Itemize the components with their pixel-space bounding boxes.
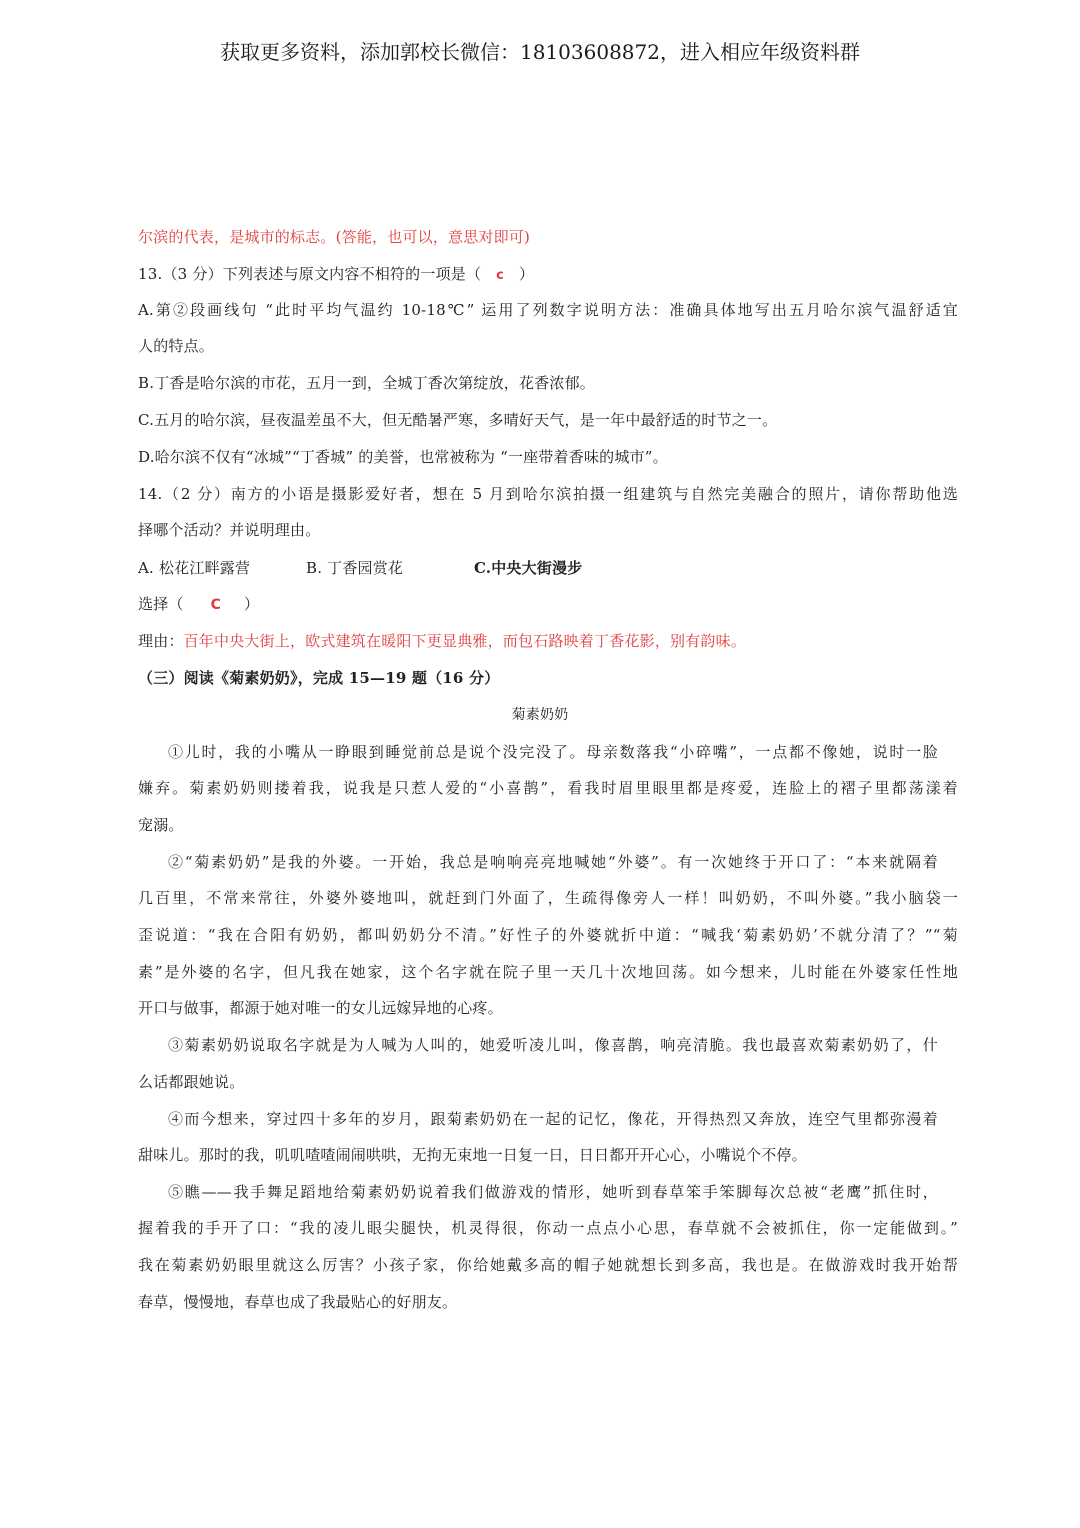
question-14-choice xyxy=(138,593,958,614)
question-13-option-c: C.五月的哈尔滨，昼夜温差虽不大，但无酷暑严寒，多晴好天气，是一年中最舒适的时节之一。 xyxy=(138,411,778,429)
passage-p5-line3: 我在菊素奶奶眼里就这么厉害？小孩子家，你给她戴多高的帽子她就想长到多高，我也是。在做游戏时我开始帮 xyxy=(138,1256,958,1274)
passage-p2-line5: 开口与做事，都源于她对唯一的女儿远嫁异地的心疼。 xyxy=(138,999,503,1017)
question-13-option-d: D.哈尔滨不仅有“冰城”“丁香城” 的美誉，也常被称为 “一座带着香味的城市”。 xyxy=(138,448,668,466)
passage-p2-line4: 素”是外婆的名字，但凡我在她家，这个名字就在院子里一天几十次地回荡。如今想来，儿时能在外婆家任性地 xyxy=(138,963,958,981)
question-13-stem xyxy=(138,263,958,284)
question-14-choice-label: 选择（ xyxy=(138,595,184,613)
question-14-choice-close: ） xyxy=(244,595,260,613)
question-14-option-c: C.中央大街漫步 xyxy=(473,559,583,577)
question-14-reason-label: 理由： xyxy=(138,632,184,650)
question-14-choice-answer: C xyxy=(210,597,222,613)
passage-p1-line3: 宠溺。 xyxy=(138,816,184,834)
passage-title: 菊素奶奶 xyxy=(511,707,569,723)
question-13-suffix: ） xyxy=(519,265,535,283)
passage-p2-line2: 几百里，不常来常往，外婆外婆地叫，就赶到门外面了，生疏得像旁人一样！叫奶奶，不叫外婆。”我小脑袋一 xyxy=(138,889,958,907)
question-13-option-a-line1: A.第②段画线句 “此时平均气温约 10-18℃” 运用了列数字说明方法：准确具体地写出五月哈尔滨气温舒适宜 xyxy=(138,301,958,319)
question-14-option-a: A. 松花江畔露营 xyxy=(138,559,251,577)
passage-p4-line2: 甜味儿。那时的我，叽叽喳喳闹闹哄哄，无拘无束地一日复一日，日日都开开心心，小嘴说个不停。 xyxy=(138,1146,807,1164)
passage-p5-line1: ⑤瞧——我手舞足蹈地给菊素奶奶说着我们做游戏的情形，她听到春草笨手笨脚每次总被“老鹰”抓住时， xyxy=(168,1183,938,1201)
passage-p1-line1: ①儿时，我的小嘴从一睁眼到睡觉前总是说个没完没了。母亲数落我“小碎嘴”，一点都不像她，说时一脸 xyxy=(168,743,938,761)
question-14-reason xyxy=(138,630,958,651)
section-3-heading: （三）阅读《菊素奶奶》，完成 15—19 题（16 分） xyxy=(138,669,500,687)
passage-p2-line1: ②“菊素奶奶”是我的外婆。一开始，我总是响响亮亮地喊她“外婆”。有一次她终于开口了：“本来就隔着 xyxy=(168,853,938,871)
question-14-stem-line2: 择哪个活动？并说明理由。 xyxy=(138,521,321,539)
passage-p2-line3: 歪说道：“我在合阳有奶奶，都叫奶奶分不清。”好性子的外婆就折中道：“喊我‘菊素奶奶’不就分清了？”“菊 xyxy=(138,926,958,944)
passage-p3-line2: 么话都跟她说。 xyxy=(138,1073,245,1091)
passage-p1-line2: 嫌弃。菊素奶奶则搂着我，说我是只惹人爱的“小喜鹊”，看我时眉里眼里都是疼爱，连脸上的褶子里都荡漾着 xyxy=(138,779,958,797)
question-14-reason-text: 百年中央大街上，欧式建筑在暖阳下更显典雅，而包石路映着丁香花影，别有韵味。 xyxy=(183,632,747,650)
question-13-option-a-line2: 人的特点。 xyxy=(138,337,215,355)
passage-p5-line4: 春草，慢慢地，春草也成了我最贴心的好朋友。 xyxy=(138,1293,458,1311)
passage-p5-line2: 握着我的手开了口：“我的凌儿眼尖腿快，机灵得很，你动一点点小心思，春草就不会被抓住，你一定能做到。” xyxy=(138,1219,958,1237)
passage-p4-line1: ④而今想来，穿过四十多年的岁月，跟菊素奶奶在一起的记忆，像花，开得热烈又奔放，连空气里都弥漫着 xyxy=(168,1110,938,1128)
previous-answer-tail: 尔滨的代表，是城市的标志。(答能，也可以，意思对即可) xyxy=(138,228,531,246)
question-14-option-b: B. 丁香园赏花 xyxy=(305,559,404,577)
question-13-prefix: 13.（3 分）下列表述与原文内容不相符的一项是（ xyxy=(138,265,482,283)
question-13-option-b: B.丁香是哈尔滨的市花，五月一到，全城丁香次第绽放，花香浓郁。 xyxy=(138,374,595,392)
passage-p3-line1: ③菊素奶奶说取名字就是为人喊为人叫的，她爱听凌儿叫，像喜鹊，响亮清脆。我也最喜欢菊素奶奶了，什 xyxy=(168,1036,938,1054)
question-14-stem-line1: 14.（2 分）南方的小语是摄影爱好者，想在 5 月到哈尔滨拍摄一组建筑与自然完美融合的照片，请你帮助他选 xyxy=(138,485,958,503)
question-13-answer: c xyxy=(496,268,505,283)
promo-header: 获取更多资料，添加郭校长微信：18103608872，进入相应年级资料群 xyxy=(220,40,860,64)
question-14-options xyxy=(138,557,958,578)
